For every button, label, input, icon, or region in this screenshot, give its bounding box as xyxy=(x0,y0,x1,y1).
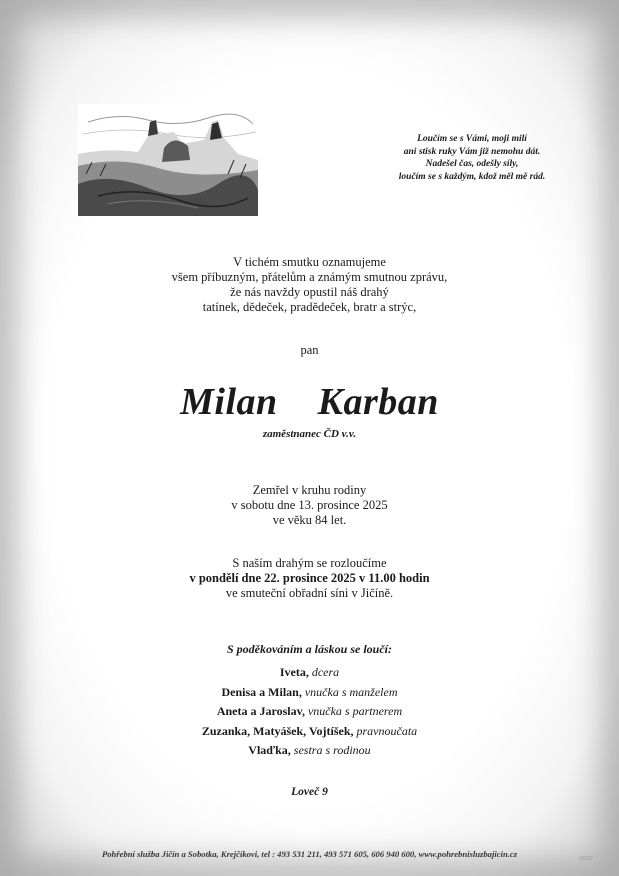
death-line: v sobotu dne 13. prosince 2025 xyxy=(231,498,388,512)
deceased-name: Milan Karban xyxy=(180,381,439,423)
funeral-info xyxy=(0,556,619,601)
mourner-item xyxy=(0,741,619,761)
mourner-name: Zuzanka, Matyášek, Vojtíšek, xyxy=(201,723,354,738)
title-pan: pan xyxy=(300,343,319,357)
mourner-item xyxy=(0,702,619,722)
announcement-line: V tichém smutku oznamujeme xyxy=(233,255,386,269)
mourner-name: Denisa a Milan, xyxy=(221,684,302,699)
mourner-item xyxy=(0,683,619,703)
death-line: ve věku 84 let. xyxy=(272,513,347,527)
mourner-relation: sestra s rodinou xyxy=(293,743,371,757)
castle-ruin-sketch xyxy=(78,104,258,216)
mourner-relation: pravnoučata xyxy=(356,723,418,738)
funeral-service-footer: Pohřební služba Jičín a Sobotka, Krejčíkovi, tel : 493 531 211, 493 571 605, 606 940 600, www.pohrebnisluzbajicin.cz xyxy=(101,849,518,859)
poem-line: Loučím se s Vámi, moji milí xyxy=(417,134,527,144)
death-info xyxy=(0,483,619,528)
farewell-poem xyxy=(352,133,592,183)
occupation: zaměstnanec ČD v.v. xyxy=(262,428,357,440)
mourner-relation: vnučka s partnerem xyxy=(307,704,403,718)
farewell-title: S poděkováním a láskou se loučí: xyxy=(226,642,392,656)
funeral-date-time: v pondělí dne 22. prosince 2025 v 11.00 hodin xyxy=(189,571,430,585)
mourners-list xyxy=(0,663,619,761)
death-line: Zemřel v kruhu rodiny xyxy=(252,483,367,497)
mourner-relation: vnučka s manželem xyxy=(304,684,398,699)
mourner-name: Vlaďka, xyxy=(248,743,291,757)
announcement-line: tatínek, dědeček, pradědeček, bratr a strýc, xyxy=(202,300,417,314)
poem-line: Nadešel čas, odešly síly, xyxy=(425,159,519,169)
poem-line: ani stisk ruky Vám již nemohu dát. xyxy=(403,146,541,157)
residence-address: Loveč 9 xyxy=(291,786,328,798)
funeral-location: ve smuteční obřadní síni v Jičíně. xyxy=(225,586,394,600)
mourner-name: Iveta, xyxy=(279,665,309,679)
mourner-name: Aneta a Jaroslav, xyxy=(216,704,305,718)
mourner-item xyxy=(0,663,619,683)
mourner-item xyxy=(0,722,619,742)
announcement-line: všem příbuzným, přátelům a známým smutnou zprávu, xyxy=(171,270,448,284)
funeral-line: S naším drahým se rozloučíme xyxy=(232,556,387,570)
document-code: 6/6/27 xyxy=(579,856,593,862)
poem-line: loučím se s každým, kdož měl mě rád. xyxy=(398,171,546,182)
mourner-relation: dcera xyxy=(311,665,340,679)
announcement-line: že nás navždy opustil náš drahý xyxy=(230,285,389,299)
announcement xyxy=(0,255,619,315)
